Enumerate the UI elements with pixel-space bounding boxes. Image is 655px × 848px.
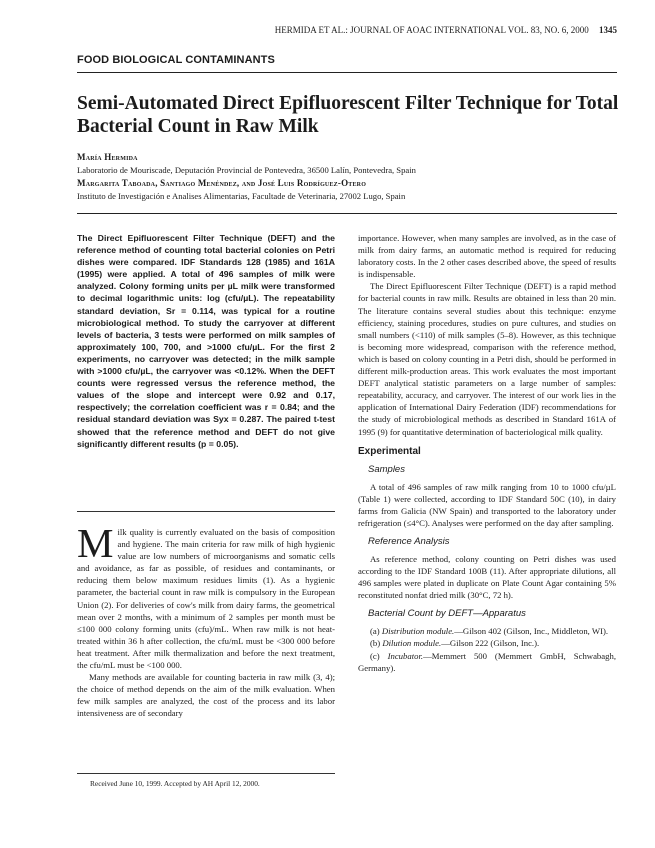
item-text: —Gilson 402 (Gilson, Inc., Middleton, WI). — [454, 626, 609, 637]
item-name: Incubator. — [387, 650, 424, 661]
paragraph: The Direct Epifluorescent Filter Technique (DEFT) is a rapid method for bacterial counts in raw milk. Results are obtained in less than 20 min. The literature contains several studies about this technique: enzyme efficiency, staining procedures, studies on pure cultures, and studies on small numbers (<110) of milk samples (5–8). However, as this technique is becoming more widespread, comparison with the reference method, which is based on colony counting in a Petri dish, should be performed in different milk-production areas. This work evaluates the most important DEFT analytical statistic parameters on a large number of samples: repeatability, accuracy, and carryover. The interest of our work lies in the application of International Dairy Federation (IDF) recommendations for the study of microbiological methods as described in Standard 161A of 1995 (9) for quantitative determination of bacteriological milk quality. — [358, 281, 616, 437]
item-name: Dilution module. — [382, 638, 442, 649]
subsection-heading-reference: Reference Analysis — [368, 535, 450, 547]
subsection-heading-apparatus: Bacterial Count by DEFT—Apparatus — [368, 608, 526, 620]
paragraph: As reference method, colony counting on Petri dishes was used according to the IDF Standard 100B (11). After appropriate dilutions, all 496 samples were plated in duplicate on Plate Count Agar containing 5% reconstituted nonfat dried milk (30°C, 72 h). — [358, 553, 616, 601]
right-column — [358, 232, 616, 674]
intro-text: ilk quality is currently evaluated on the basis of composition and hygiene. The main criteria for raw milk of high hygienic value are low numbers of microorganisms and somatic cells and avoidance, as far as possible, of residues and contaminants, or reducing them below maximum residues limits (1). As a hygienic parameter, the bacterial count in raw milk is compulsory in the European Union (2). For deliveries of cow's milk from dairy farms, the geometrical mean over 2 months, with a minimum of 2 samples per month must be ≤100 000 colony forming units (cfu)/mL. When raw milk is not heat-treated within 36 h after collection, the cfu/mL must be <300 000 before heat treatment. After milk thermalization and before the next treatment, the cfu/mL must be <100 000. — [77, 527, 335, 671]
item-text: —Gilson 222 (Gilson, Inc.). — [441, 638, 540, 649]
apparatus-item — [358, 637, 616, 649]
running-head — [275, 25, 617, 35]
item-name: Distribution module. — [381, 626, 455, 637]
intro-paragraph-2: Many methods are available for counting bacteria in raw milk (3, 4); the choice of method depends on the aim of the milk evaluation. When few milk samples are analyzed, the cost of the process and its labor intensiveness are of secondary — [77, 672, 335, 719]
page-number: 1345 — [599, 25, 617, 35]
section-heading: FOOD BIOLOGICAL CONTAMINANTS — [77, 54, 275, 66]
author-block — [77, 151, 622, 203]
article-title: Semi-Automated Direct Epifluorescent Filter Technique for Total Bacterial Count in Raw Milk — [77, 93, 619, 137]
affiliation: Laboratorio de Mouriscade, Deputación Provincial de Pontevedra, 36500 Lalín, Pontevedra, Spain — [77, 165, 416, 175]
item-label: (b) — [370, 638, 381, 649]
abstract-divider — [77, 511, 335, 512]
item-text: —Memmert 500 (Memmert GmbH, Schwabagh, Germany). — [358, 650, 616, 673]
paragraph: importance. However, when many samples are involved, as in the case of milk from dairy farms, an automatic method is required for reducing laboratory costs. In the 2 other cases described above, the speed of results is indispensable. — [358, 233, 616, 280]
introduction — [77, 520, 335, 720]
paragraph: A total of 496 samples of raw milk ranging from 10 to 1000 cfu/µL (Table 1) were collected, according to IDF Standard 50C (10), in dairy farms from Galicia (NW Spain) and transported to the laboratory under refrigeration (≤4°C). Analyses were performed on the day after sampling. — [358, 481, 616, 528]
received-note: Received June 10, 1999. Accepted by AH April 12, 2000. — [90, 779, 260, 788]
apparatus-item — [358, 650, 616, 674]
left-column — [77, 232, 335, 450]
divider — [77, 213, 617, 214]
footnote-divider — [77, 773, 335, 774]
item-label: (a) — [370, 626, 380, 637]
item-label: (c) — [370, 650, 380, 661]
apparatus-item — [358, 625, 616, 637]
intro-paragraph-1 — [77, 520, 335, 671]
abstract: The Direct Epifluorescent Filter Technique (DEFT) and the reference method of counting total bacterial colonies on Petri dishes were compared. IDF Standards 128 (1985) and 161A (1995) were applied. A total of 496 samples of milk were analyzed. Colony forming units per µL milk were transformed to decimal logarithmic units: log (cfu/µL). The repeatability standard deviation, Sr = 0.114, was typical for a routine microbiological method. To study the carryover at different levels of bacteria, 3 tests were performed on milk samples of approximately 100, 700, and >1000 cfu/µL. For the first 2 experiments, no carryover was detected; in the milk sample with >1000 cfu/µL, the carryover was <0.12%. When the DEFT counts were regressed versus the reference method, the values of the slope and intercept were 0.92 and 0.17, respectively; the correlation coefficient was r = 0.84; and the residual standard deviation was Syx = 0.287. The paired t-test showed that the reference method and DEFT do not give significantly different results (p = 0.05). — [77, 233, 335, 449]
author-names: María Hermida — [77, 152, 138, 162]
subsection-heading-samples: Samples — [368, 463, 405, 475]
divider — [77, 72, 617, 73]
affiliation: Instituto de Investigación e Analises Alimentarias, Facultade de Veterinaria, 27002 Lugo, Spain — [77, 191, 406, 201]
drop-cap: M — [77, 520, 114, 566]
running-head-text: HERMIDA ET AL.: JOURNAL OF AOAC INTERNATIONAL VOL. 83, NO. 6, 2000 — [274, 25, 589, 35]
section-heading-experimental: Experimental — [358, 445, 421, 457]
author-names: Margarita Taboada, Santiago Menéndez, and José Luis Rodríguez-Otero — [77, 178, 367, 188]
